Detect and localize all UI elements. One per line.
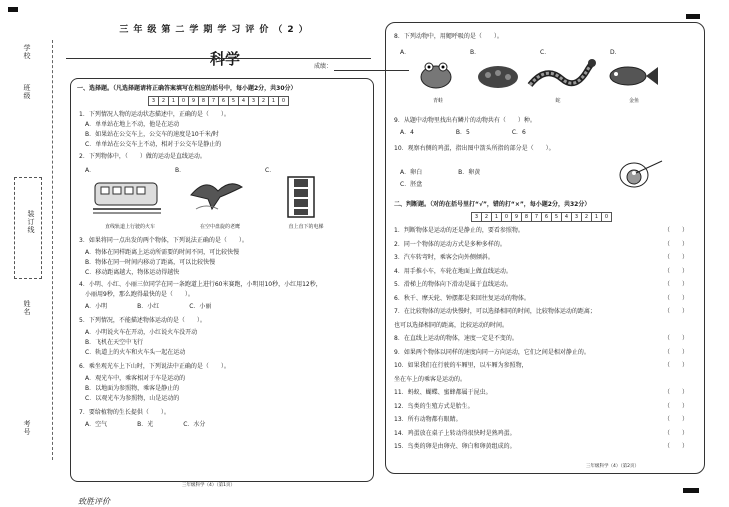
q8-label-a: A． xyxy=(400,49,411,56)
judgement-item: 15．鸟类的卵是由卵壳、卵白和卵黄组成的。 xyxy=(394,443,516,450)
judgement-item: 11．蚂蚁、蝴蝶、蜜蜂都属于昆虫。 xyxy=(394,389,492,396)
answer-paren[interactable]: （ ） xyxy=(664,389,689,396)
binding-line xyxy=(52,40,53,460)
answer-paren[interactable]: （ ） xyxy=(664,348,689,356)
question-4: 4．小明、小红、小丽三位同学在同一条跑道上进行60米赛跑，小明用10秒，小红用12秒， xyxy=(79,281,322,288)
grid-cell: 8 xyxy=(521,212,532,222)
option-10a: A．卵白 B．卵黄 xyxy=(400,169,481,176)
judgement-item: 1．判断物体是运动的还是静止的，要看参照物。 xyxy=(394,227,524,234)
answer-paren[interactable]: （ ） xyxy=(664,254,689,261)
q8-label-c: C． xyxy=(540,49,551,56)
judgement-item: 8．在直线上运动的物体，速度一定是不变的。 xyxy=(394,335,518,342)
grid-cell: 7 xyxy=(531,212,542,222)
caption-elevator: 直上直下的电梯 xyxy=(288,224,324,230)
grid-cell: 1 xyxy=(491,212,502,222)
caption-train: 直线轨道上行驶的火车 xyxy=(104,224,155,230)
score-label: 成绩： xyxy=(314,63,333,70)
binding-column xyxy=(0,0,60,506)
answer-paren[interactable]: （ ） xyxy=(664,402,689,410)
grid-cell: 0 xyxy=(278,96,289,106)
judgement-item: 4．用手推小车，车轮在地面上做直线运动。 xyxy=(394,267,512,275)
q8-label-d: D． xyxy=(610,49,621,56)
grid-cell: 1 xyxy=(168,96,179,106)
question-7: 7．要给植物的生长提供（ ）。 xyxy=(79,409,170,416)
grid-cell: 3 xyxy=(248,96,259,106)
judgement-item: 3．汽车转弯时，乘客会向外侧倾斜。 xyxy=(394,254,494,261)
answer-paren[interactable]: （ ） xyxy=(664,240,689,248)
answer-paren[interactable]: （ ） xyxy=(664,267,689,275)
page-footer-left: 三年级科学（4）（第1页） xyxy=(182,483,235,488)
grid-cell: 9 xyxy=(188,96,199,106)
option-9a: A．4 B．5 C．6 xyxy=(400,129,526,136)
score-grid-right xyxy=(472,212,612,222)
snake-image xyxy=(526,55,596,93)
grid-cell: 3 xyxy=(471,212,482,222)
option-1a: A．单单站在地上不动，他是在运动 xyxy=(85,121,180,128)
judgement-item: 7．在比较物体的运动快慢时，可以选择相同的时间，比较物体运动的距离； xyxy=(394,308,596,315)
judgement-item: 坐在车上的乘客是运动的。 xyxy=(394,375,467,383)
option-3b: B．物体在同一时间内移动了距离，可以比较快慢 xyxy=(85,259,216,266)
judgement-item: 6．秋千、摩天轮、钟摆都是来回往复运动的物体。 xyxy=(394,294,530,302)
bind-label-number: 考号 xyxy=(23,420,31,436)
grid-cell: 5 xyxy=(228,96,239,106)
eagle-image xyxy=(186,175,246,215)
caption-eagle: 在空中盘旋的老鹰 xyxy=(199,224,240,230)
grid-cell: 8 xyxy=(198,96,209,106)
q8-label-b: B． xyxy=(470,49,481,56)
question-4-cont: 小丽用9秒，那么跑得最快的是（ ）。 xyxy=(85,291,194,298)
frog-image xyxy=(416,57,456,91)
option-5b: B．飞机在天空中飞行 xyxy=(85,339,144,346)
subject-title: 科学 xyxy=(210,50,241,68)
judgement-item: 13．所有动物都有眼睛。 xyxy=(394,416,462,423)
option-6a: A．观光车中，乘客相对于车是运动的 xyxy=(85,375,186,382)
grid-cell: 0 xyxy=(601,212,612,222)
question-9: 9．从题中动物里找出有鳞片的动物共有（ ）种。 xyxy=(394,117,536,124)
judgement-item: 5．滑梯上的物体向下滑动是属于直线运动。 xyxy=(394,281,512,288)
section2-title: 二、判断题。（对的在括号里打“√”，错的打“×”，每小题2分，共32分） xyxy=(394,201,591,208)
judgement-item: 2．同一个物体的运动方式是多种多样的。 xyxy=(394,240,506,248)
grid-cell: 4 xyxy=(238,96,249,106)
answer-paren[interactable]: （ ） xyxy=(664,227,689,234)
bind-label-school: 学校 xyxy=(23,44,31,60)
bind-label-name: 姓名 xyxy=(23,300,31,316)
judgement-item: 10．如果我们在行驶的车厢里，以车厢为参照物， xyxy=(394,362,528,369)
answer-paren[interactable]: （ ） xyxy=(664,443,689,450)
question-3: 3．如果将同一点出发的两个物体，下列说法正确的是（ ）。 xyxy=(79,237,248,244)
option-1c: C．单单站在公交车上不动，相对于公交车是静止的 xyxy=(85,141,222,148)
fig-label-b: B． xyxy=(175,167,186,174)
answer-paren[interactable]: （ ） xyxy=(664,335,689,342)
grid-cell: 6 xyxy=(218,96,229,106)
seal-text: 装订线 xyxy=(27,210,35,234)
judgement-item: 12．鸟类的生殖方式是胎生。 xyxy=(394,402,474,410)
option-7a: A．空气 B．光 C．水分 xyxy=(85,421,206,428)
grid-cell: 1 xyxy=(591,212,602,222)
answer-paren[interactable]: （ ） xyxy=(664,281,689,288)
goldfish-image xyxy=(606,63,660,89)
grid-cell: 5 xyxy=(551,212,562,222)
grid-cell: 3 xyxy=(148,96,159,106)
judgement-item: 14．鸡蛋放在桌子上转动得很快时是熟鸡蛋。 xyxy=(394,429,516,437)
option-4a: A．小明 B．小红 C．小丽 xyxy=(85,303,212,310)
registration-mark xyxy=(686,14,700,19)
question-10: 10．观察右侧的鸡蛋，指出图中箭头所指的部分是（ ）。 xyxy=(394,145,555,152)
right-page xyxy=(385,22,705,474)
grid-cell: 2 xyxy=(481,212,492,222)
question-box-left xyxy=(70,78,374,482)
answer-paren[interactable]: （ ） xyxy=(664,429,689,437)
brand-logo: 致胜评价 xyxy=(78,497,110,506)
question-6: 6．乘坐观光车上下山时，下列说法中正确的是（ ）。 xyxy=(79,363,230,370)
judgement-item: 9．如果两个物体以同样的速度向同一方向运动，它们之间是相对静止的。 xyxy=(394,348,590,356)
option-1b: B．如果站在公交车上，公交车的速度是10千米/时 xyxy=(85,131,219,138)
left-page xyxy=(62,18,370,506)
grid-cell: 7 xyxy=(208,96,219,106)
fig-label-a: A． xyxy=(85,167,96,174)
option-6b: B．以地面为参照物，乘客是静止的 xyxy=(85,385,180,392)
grid-cell: 9 xyxy=(511,212,522,222)
question-1: 1．下列情况人物的运动状态描述中，正确的是（ ）。 xyxy=(79,111,230,118)
option-3a: A．物体在同样距离上运动所需要的时间不同，可比较快慢 xyxy=(85,249,240,256)
answer-paren[interactable]: （ ） xyxy=(664,362,689,369)
grid-cell: 3 xyxy=(571,212,582,222)
answer-paren[interactable]: （ ） xyxy=(664,416,689,423)
registration-mark xyxy=(683,488,699,493)
elevator-image xyxy=(286,175,316,219)
option-5a: A．小明说火车在开动，小红说火车没开动 xyxy=(85,329,198,336)
egg-diagram xyxy=(618,151,668,191)
caption-snake: 蛇 xyxy=(555,98,561,104)
grid-cell: 2 xyxy=(258,96,269,106)
header-rule xyxy=(66,58,371,59)
grid-cell: 0 xyxy=(178,96,189,106)
bind-label-class: 班级 xyxy=(23,84,31,100)
eggs-image xyxy=(476,63,520,91)
caption-goldfish: 金鱼 xyxy=(628,98,639,104)
grid-cell: 4 xyxy=(561,212,572,222)
question-5: 5．下列情况，不能描述物体运动的是（ ）。 xyxy=(79,317,206,324)
page-footer-right: 三年级科学（4）（第2页） xyxy=(586,464,639,469)
grid-cell: 6 xyxy=(541,212,552,222)
fig-label-c: C． xyxy=(265,167,276,174)
answer-paren[interactable]: （ ） xyxy=(664,308,689,315)
option-6c: C．以观光车为参照物，山是运动的 xyxy=(85,395,180,402)
train-image xyxy=(93,177,163,217)
grid-cell: 0 xyxy=(501,212,512,222)
judgement-item: 也可以选择相同的距离，比较运动的时间。 xyxy=(394,321,509,329)
grid-cell: 1 xyxy=(268,96,279,106)
grid-cell: 2 xyxy=(158,96,169,106)
option-3c: C．移动距离越大，物体运动得越快 xyxy=(85,269,180,276)
section1-title: 一、选择题。（凡选择题请将正确答案填写在相应的括号中，每小题2分，共30分） xyxy=(77,85,297,92)
grid-cell: 2 xyxy=(581,212,592,222)
question-8: 8．下列动物中，用鳃呼吸的是（ ）。 xyxy=(394,33,503,40)
caption-frog: 青蛙 xyxy=(432,98,443,104)
score-grid xyxy=(149,96,289,106)
option-10c: C．胚盘 xyxy=(400,181,423,188)
option-5c: C．轨道上的火车和火车头一起在运动 xyxy=(85,349,186,356)
question-2: 2．下列物体中，（ ）做的运动是直线运动。 xyxy=(79,153,206,160)
header-title: 三年级第二学期学习评价（2） xyxy=(119,25,313,35)
answer-paren[interactable]: （ ） xyxy=(664,294,689,302)
